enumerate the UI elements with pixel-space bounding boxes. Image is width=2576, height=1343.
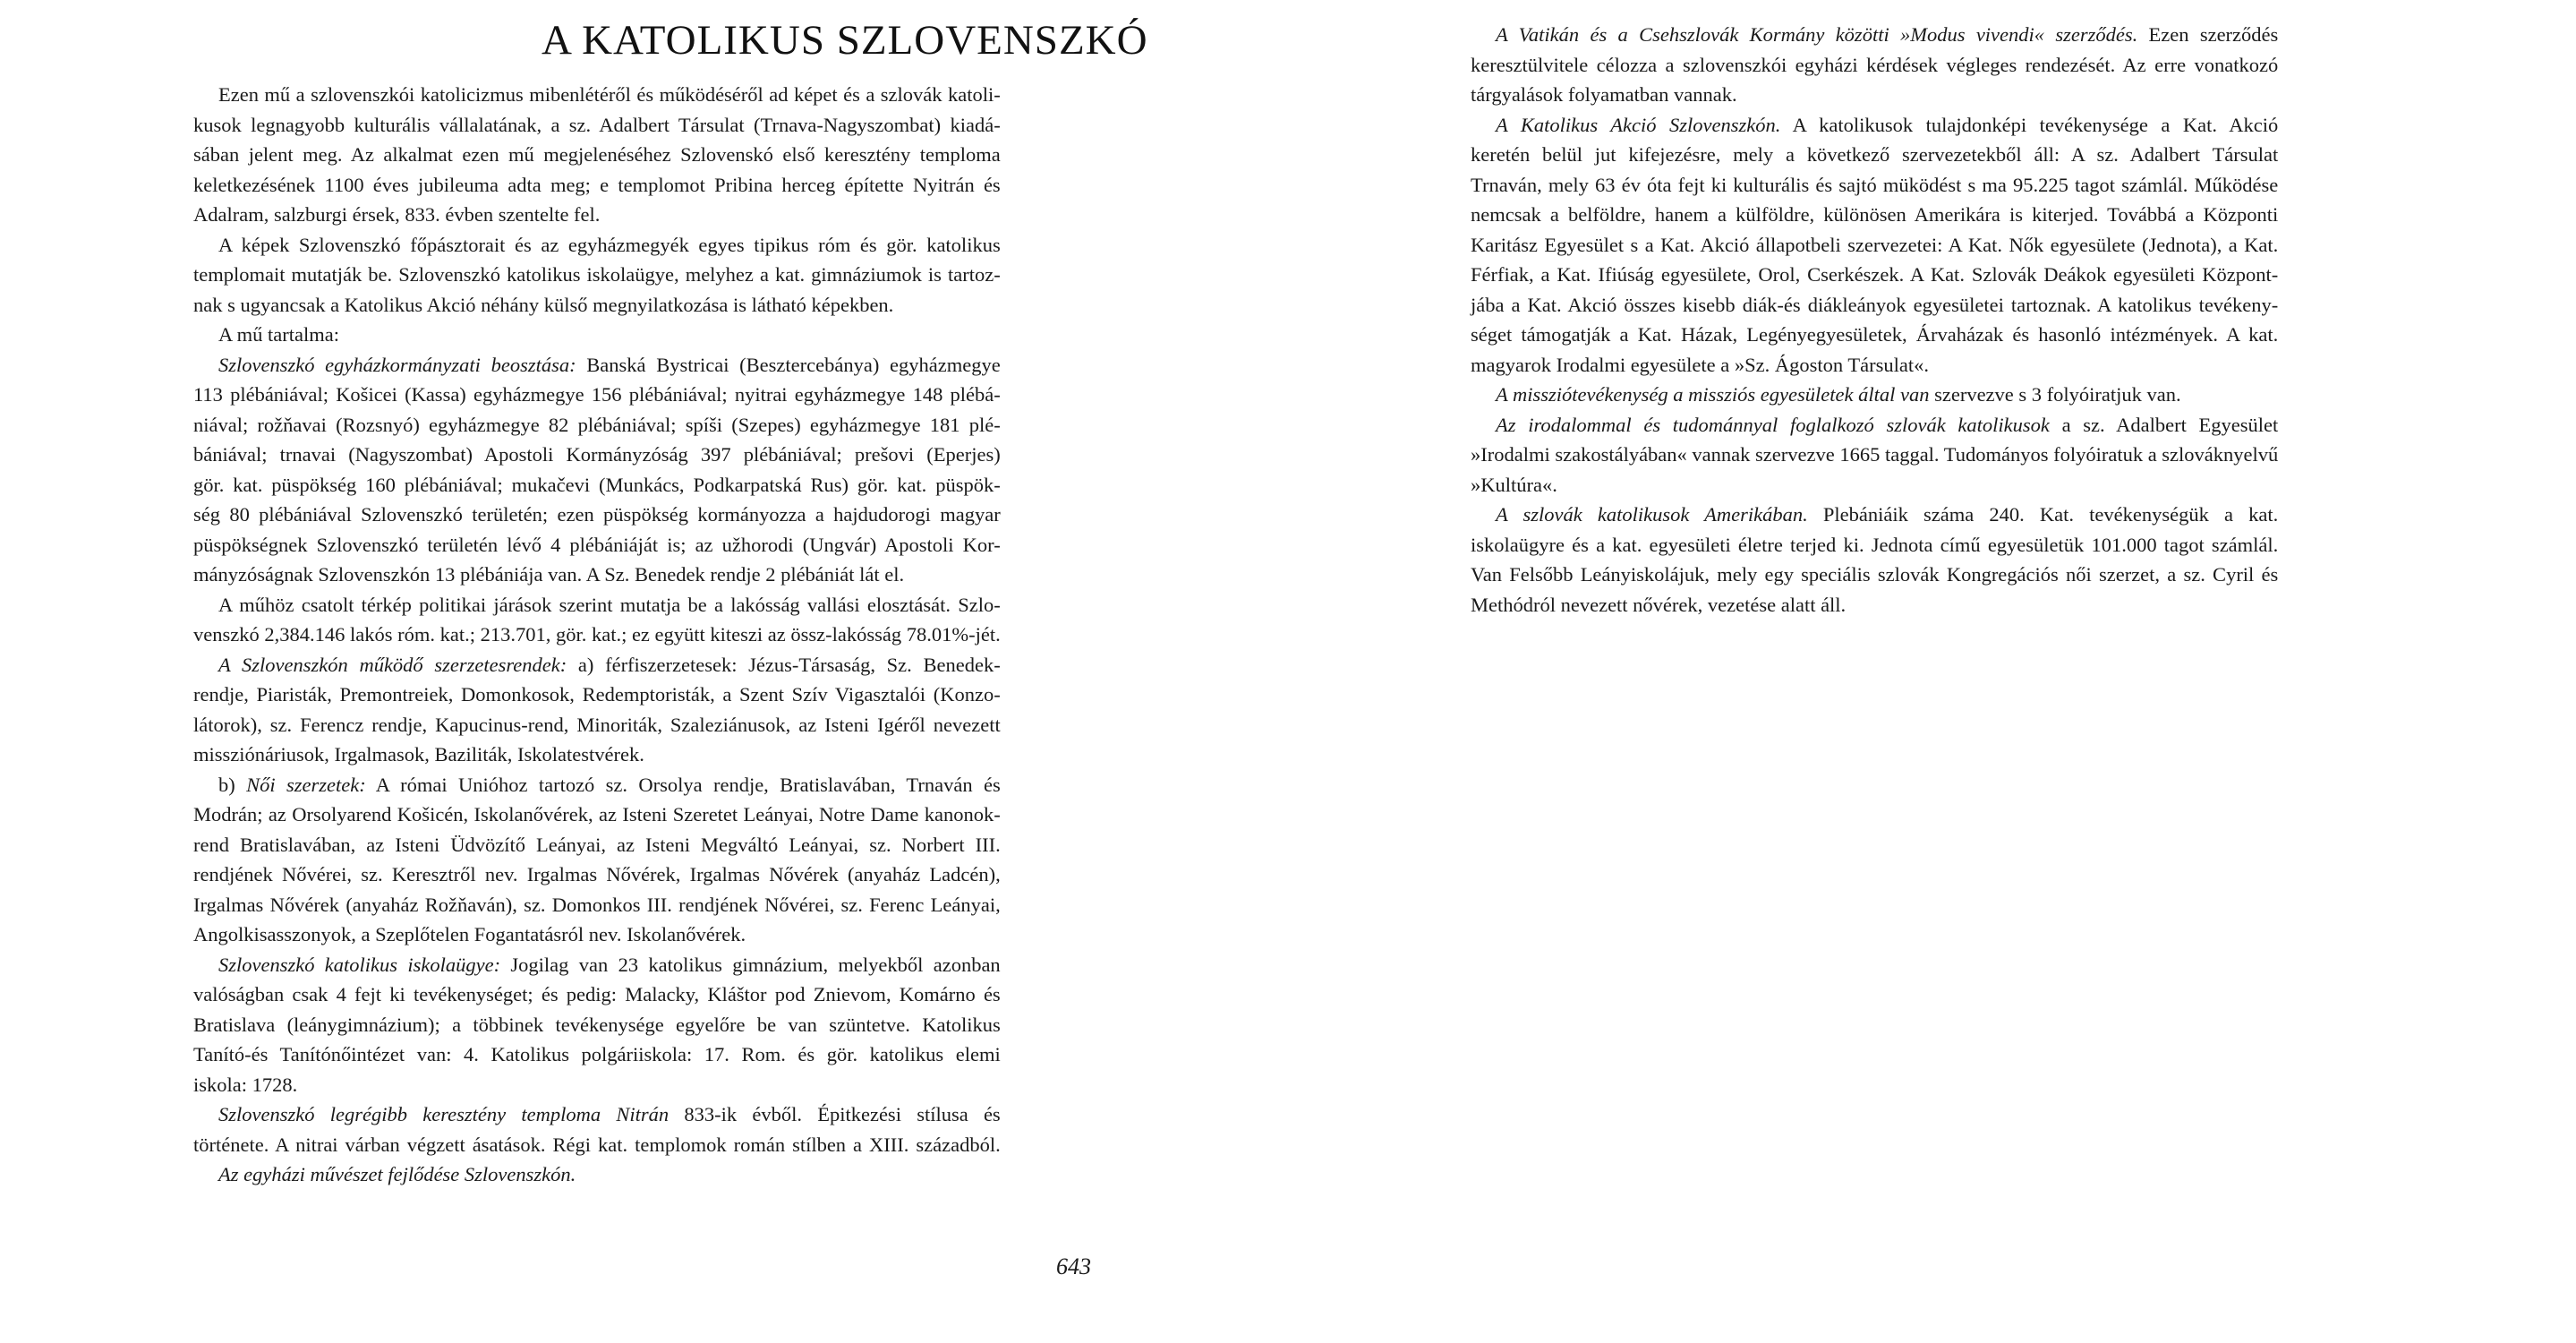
body-text: A római Unióhoz tartozó sz. Orsolya rendje, Bratislavában, Trnaván és — [365, 773, 1001, 796]
text-line — [193, 920, 1001, 950]
body-text: a sz. Adalbert Egyesület — [2049, 413, 2279, 436]
italic-heading-text: A missziótevékenység a missziós egyesületek által van — [1496, 383, 1930, 406]
page-number: 643 — [1056, 1253, 1091, 1279]
text-line — [193, 200, 1001, 230]
body-text: Ezen mű a szlovenszkói katolicizmus mibenlétéről és működéséről ad képet és a szlovák katoli- — [218, 83, 1001, 106]
body-text: »Irodalmi szakostályában« vannak szervezve 1665 taggal. Tudományos folyóiratuk a szlováknyelvű — [1471, 443, 2279, 466]
text-line — [193, 979, 1001, 1010]
text-line — [193, 680, 1001, 710]
italic-heading-text: A Szlovenszkón működő szerzetesrendek: — [218, 653, 567, 676]
italic-heading-text: Szlovenszkó legrégibb keresztény temploma Nitrán — [218, 1103, 670, 1125]
body-text: Angolkisasszonyok, a Szeplőtelen Fogantatásról nev. Iskolanővérek. — [193, 923, 746, 945]
body-text: sában jelent meg. Az alkalmat ezen mű megjelenéséhez Szlovenskó első keresztény temploma — [193, 143, 1001, 166]
text-line — [193, 560, 1001, 590]
italic-heading-text: A szlovák katolikusok Amerikában. — [1496, 503, 1808, 526]
text-line — [193, 950, 1001, 980]
text-line — [193, 1130, 1001, 1160]
text-line — [193, 710, 1001, 740]
body-text: rend Bratislavában, az Isteni Üdvözítő Leányai, az Isteni Megváltó Leányai, sz. Norbert III. — [193, 833, 1001, 856]
italic-heading-text: Az irodalommal és tudománnyal foglalkozó szlovák katolikusok — [1496, 413, 2050, 436]
text-line — [193, 1159, 1001, 1190]
text-line — [193, 500, 1001, 530]
text-line — [1471, 140, 2278, 170]
text-line — [193, 860, 1001, 890]
body-text: Trnaván, mely 63 év óta fejt ki kulturális és sajtó müködést s ma 95.225 tagot számlál. Működése — [1471, 173, 2279, 196]
text-line — [193, 830, 1001, 860]
text-line — [1471, 440, 2278, 470]
text-line — [193, 800, 1001, 830]
italic-heading-text: A Katolikus Akció Szlovenszkón. — [1496, 113, 1781, 136]
italic-heading-text: A Vatikán és a Csehszlovák Kormány közötti »Modus vivendi« szerződés. — [1496, 23, 2138, 46]
body-text: A műhöz csatolt térkép politikai járások szerint mutatja be a lakósság vallási elosztását. Szlo- — [218, 593, 1001, 616]
text-line — [1471, 470, 2278, 500]
body-text: b) — [218, 773, 247, 796]
body-text: séget támogatják a Kat. Házak, Legényegyesületek, Árvaházak és hasonló intézmények. A kat. — [1471, 323, 2279, 346]
text-line — [1471, 380, 2278, 410]
text-line — [1471, 560, 2278, 590]
text-line — [1471, 170, 2278, 201]
body-text: Irgalmas Nővérek (anyaház Rožňaván), sz. Domonkos III. rendjének Nővérei, sz. Ferenc Leányai, — [193, 893, 1001, 916]
body-text: szervezve s 3 folyóiratjuk van. — [1929, 383, 2181, 406]
body-text: keretén belül jut kifejezésre, mely a következő szervezetekből áll: A sz. Adalbert Társulat — [1471, 143, 2279, 166]
text-line — [193, 1099, 1001, 1130]
text-line — [193, 80, 1001, 110]
body-text: niával; rožňavai (Rozsnyó) egyházmegye 82 plébániával; spíši (Szepes) egyházmegye 181 plé- — [193, 413, 1001, 436]
text-line — [193, 590, 1001, 620]
text-line — [1471, 200, 2278, 230]
body-text: missziónáriusok, Irgalmasok, Baziliták, Iskolatestvérek. — [193, 743, 644, 766]
text-line — [1471, 530, 2278, 560]
text-line — [193, 260, 1001, 290]
body-text: kusok legnagyobb kulturális vállalatának, a sz. Adalbert Társulat (Trnava-Nagyszombat) kiadá- — [193, 113, 1001, 136]
text-line — [193, 470, 1001, 500]
body-text: A képek Szlovenszkó főpásztorait és az egyházmegyék egyes tipikus róm és gör. katolikus — [218, 233, 1001, 256]
text-line — [193, 440, 1001, 470]
text-line — [1471, 590, 2278, 620]
body-text: nak s ugyancsak a Katolikus Akció néhány külső megnyilatkozása is látható képekben. — [193, 293, 894, 316]
body-text: 833-ik évből. Épitkezési stílusa és — [669, 1103, 1001, 1125]
text-line — [1471, 20, 2278, 50]
body-text: Jogilag van 23 katolikus gimnázium, melyekből azonban — [500, 953, 1001, 976]
text-line — [193, 230, 1001, 261]
body-text: Plebániáik száma 240. Kat. tevékenységük a kat. — [1807, 503, 2279, 526]
text-line — [193, 110, 1001, 141]
text-line — [193, 320, 1001, 350]
body-text: keletkezésének 1100 éves jubileuma adta meg; e templomot Pribina herceg építette Nyitrán és — [193, 173, 1001, 196]
text-line — [193, 620, 1001, 650]
body-text: jába a Kat. Akció összes kisebb diák-és diákleányok egyesületei tartoznak. A katolikus tevékeny- — [1471, 293, 2279, 316]
body-text: rendjének Nővérei, sz. Keresztről nev. Irgalmas Nővérek, Irgalmas Nővérek (anyaház Ladcén), — [193, 863, 1001, 885]
body-text: Férfiak, a Kat. Ifiúság egyesülete, Orol, Cserkészek. A Kat. Szlovák Deákok egyesületi Központ- — [1471, 263, 2279, 286]
body-text: püspökségnek Szlovenszkó területén lévő 4 plébániáját is; az užhorodi (Ungvár) Apostoli Kor- — [193, 533, 1001, 556]
text-line — [1471, 110, 2278, 141]
body-text: Tanító-és Tanítónőintézet van: 4. Katolikus polgáriiskola: 17. Rom. és gör. katolikus elemi — [193, 1043, 1001, 1065]
text-line — [1471, 500, 2278, 530]
text-line — [1471, 410, 2278, 441]
italic-heading-text: Női szerzetek: — [246, 773, 366, 796]
body-text: Van Felsőbb Leányiskolájuk, mely egy speciális szlovák Kongregációs női szerzet, a sz. Cyril és — [1471, 563, 2279, 586]
italic-heading-text: Az egyházi művészet fejlődése Szlovenszkón. — [218, 1163, 576, 1185]
body-text: magyarok Irodalmi egyesülete a »Sz. Ágoston Társulat«. — [1471, 353, 1929, 376]
text-line — [193, 890, 1001, 920]
body-text: iskolaügyre és a kat. egyesületi életre terjed ki. Jednota című egyesületük 101.000 tagot számlál. — [1471, 533, 2279, 556]
italic-heading-text: Szlovenszkó katolikus iskolaügye: — [218, 953, 501, 976]
text-line — [193, 740, 1001, 770]
body-text: Banská Bystricai (Besztercebánya) egyházmegye — [576, 353, 1001, 376]
right-column-text — [1471, 20, 2278, 620]
body-text: »Kultúra«. — [1471, 473, 1557, 496]
text-line — [193, 170, 1001, 201]
text-line — [193, 530, 1001, 560]
text-line — [1471, 230, 2278, 261]
body-text: a) férfiszerzetesek: Jézus-Társaság, Sz. Benedek- — [567, 653, 1001, 676]
body-text: Bratislava (leánygimnázium); a többinek tevékenysége egyelőre be van szüntetve. Katolikus — [193, 1013, 1001, 1036]
text-line — [193, 770, 1001, 800]
italic-heading-text: Szlovenszkó egyházkormányzati beosztása: — [218, 353, 576, 376]
body-text: Methódról nevezett nővérek, vezetése alatt áll. — [1471, 593, 1847, 616]
text-line — [193, 140, 1001, 170]
body-text: tárgyalások folyamatban vannak. — [1471, 83, 1737, 106]
text-line — [1471, 320, 2278, 350]
text-line — [193, 410, 1001, 441]
text-line — [193, 1070, 1001, 1100]
body-text: A katolikusok tulajdonképi tevékenysége a Kat. Akció — [1780, 113, 2279, 136]
text-line — [1471, 80, 2278, 110]
body-text: bániával; trnavai (Nagyszombat) Apostoli Kormányzóság 397 plébániával; prešovi (Eperjes) — [193, 443, 1001, 466]
body-text: mányzóságnak Szlovenszkón 13 plébániája van. A Sz. Benedek rendje 2 plébániát lát el. — [193, 563, 905, 586]
body-text: Ezen szerződés — [2137, 23, 2279, 46]
body-text: története. A nitrai várban végzett ásatások. Régi kat. templomok román stílben a XIII. századból. — [193, 1133, 1001, 1156]
body-text: gör. kat. püspökség 160 plébániával; mukačevi (Munkács, Podkarpatská Rus) gör. kat. püspök- — [193, 473, 1001, 496]
body-text: venszkó 2,384.146 lakós róm. kat.; 213.701, gör. kat.; ez együtt kiteszi az össz-lakósság 78.01%-jét. — [193, 623, 1001, 646]
text-line — [193, 1010, 1001, 1040]
text-line — [1471, 260, 2278, 290]
body-text: A mű tartalma: — [218, 323, 339, 346]
text-line — [1471, 290, 2278, 321]
left-column-text — [193, 80, 1001, 1190]
body-text: iskola: 1728. — [193, 1073, 298, 1096]
page-title: A KATOLIKUS SZLOVENSZKÓ — [542, 17, 1148, 64]
body-text: 113 plébániával; Košicei (Kassa) egyházmegye 156 plébániával; nyitrai egyházmegye 148 plébá- — [193, 383, 1001, 406]
body-text: templomait mutatják be. Szlovenszkó katolikus iskolaügye, melyhez a kat. gimnáziumok is tartoz- — [193, 263, 1001, 286]
text-line — [193, 650, 1001, 680]
body-text: rendje, Piaristák, Premontreiek, Domonkosok, Redemptoristák, a Szent Szív Vigasztalói (Konzo- — [193, 683, 1001, 706]
body-text: Modrán; az Orsolyarend Košicén, Iskolanővérek, az Isteni Szeretet Leányai, Notre Dame kanonok- — [193, 803, 1001, 825]
body-text: valóságban csak 4 fejt ki tevékenységet; és pedig: Malacky, Kláštor pod Znievom, Komárno és — [193, 983, 1001, 1005]
text-line — [193, 350, 1001, 381]
text-line — [193, 1039, 1001, 1070]
text-line — [1471, 50, 2278, 81]
text-line — [1471, 350, 2278, 381]
text-line — [193, 290, 1001, 321]
text-line — [193, 380, 1001, 410]
body-text: keresztülvitele célozza a szlovenszkói egyházi kérdések végleges rendezését. Az erre vonatkozó — [1471, 53, 2279, 76]
body-text: nemcsak a belföldre, hanem a külföldre, különösen Amerikára is kiterjed. Továbbá a Központi — [1471, 203, 2279, 226]
body-text: látorok), sz. Ferencz rendje, Kapucinus-rend, Minoriták, Szaleziánusok, az Isteni Igéről nevezett — [193, 713, 1001, 736]
body-text: Adalram, salzburgi érsek, 833. évben szentelte fel. — [193, 203, 601, 226]
body-text: ség 80 plébániával Szlovenszkó területén; ezen püspökség kormányozza a hajdudorogi magyar — [193, 503, 1001, 526]
body-text: Karitász Egyesület s a Kat. Akció állapotbeli szervezetei: A Kat. Nők egyesülete (Jednota), a Kat. — [1471, 233, 2279, 256]
